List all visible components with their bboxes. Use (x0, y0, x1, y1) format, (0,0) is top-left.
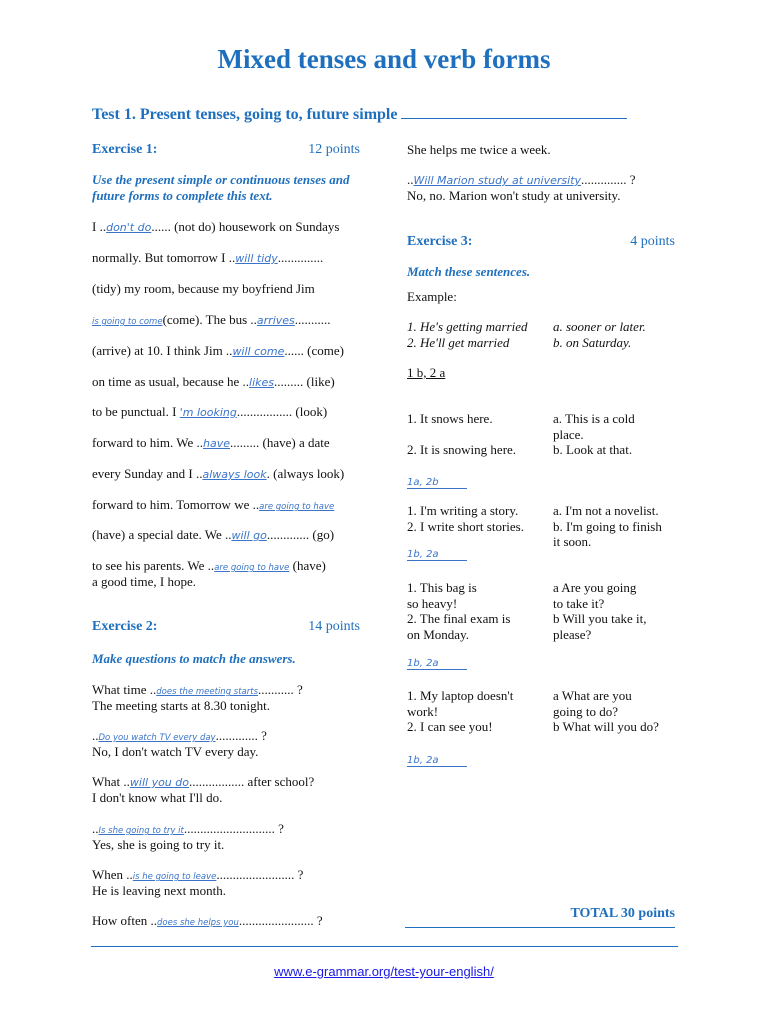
exercise-3-points: 4 points (630, 234, 675, 249)
exercise-1-heading: Exercise 1: (92, 142, 158, 157)
match-right: a. I'm not a novelist. (553, 503, 659, 518)
question-prefix: .. (92, 821, 99, 836)
handwritten-answer[interactable]: always look (202, 468, 267, 481)
test-title-text: Test 1. Present tenses, going to, future simple (92, 106, 398, 123)
ex2-answer: I don't know what I'll do. (92, 790, 223, 805)
match-left: so heavy! (407, 595, 458, 611)
question-suffix: ....................... ? (238, 913, 323, 928)
line-dots: .. (99, 219, 107, 234)
question-suffix: ............. ? (215, 728, 267, 743)
ex2-answer: The meeting starts at 8.30 tonight. (92, 698, 270, 713)
line-text: forward to him. Tomorrow we .. (92, 497, 260, 512)
handwritten-match-answer[interactable]: 1a, 2b (407, 477, 467, 489)
handwritten-answer[interactable]: will come (232, 345, 285, 358)
question-prefix: What .. (92, 774, 130, 789)
line-text: (arrive) at 10. I think Jim .. (92, 343, 233, 358)
handwritten-answer[interactable]: Will Marion study at university (413, 174, 582, 187)
match-right: please? (553, 626, 592, 642)
ex1-line (92, 250, 323, 267)
match-right: a Are you going (553, 580, 637, 595)
handwritten-match-answer[interactable]: 1b, 2a (407, 658, 467, 670)
ex2-question[interactable] (92, 774, 314, 791)
exercise-2-instruction: Make questions to match the answers. (92, 651, 296, 666)
handwritten-answer[interactable]: does she helps you (157, 918, 239, 928)
ex2-answer: No, I don't watch TV every day. (92, 744, 259, 759)
match-right: b Will you take it, (553, 611, 647, 626)
match-right: a What are you (553, 688, 632, 703)
test-title (92, 104, 627, 124)
handwritten-answer[interactable]: does the meeting starts (156, 687, 259, 697)
line-text: (have) (289, 558, 326, 573)
match-left: 1. My laptop doesn't (407, 688, 514, 703)
ex1-line (92, 466, 344, 483)
match-left: 2. I write short stories. (407, 518, 524, 534)
match-right: a. This is a cold (553, 411, 635, 426)
line-text: ................. (look) (236, 404, 328, 419)
example-right-1: a. sooner or later. (553, 319, 646, 334)
ex1-line (92, 374, 335, 391)
ex1-line (92, 527, 334, 544)
match-right: going to do? (553, 703, 618, 719)
example-label: Example: (407, 289, 457, 304)
exercise-2-heading: Exercise 2: (92, 619, 158, 634)
match-right: place. (553, 426, 584, 442)
line-text: ........... (294, 312, 331, 327)
handwritten-answer[interactable]: will tidy (235, 252, 278, 265)
ex1-line (92, 312, 331, 331)
ex2-answer: He is leaving next month. (92, 883, 226, 898)
line-text: every Sunday and I .. (92, 466, 203, 481)
line-text: (tidy) my room, because my boyfriend Jim (92, 281, 315, 296)
handwritten-answer[interactable]: will go (231, 529, 267, 542)
example-answer: 1 b, 2 a (407, 365, 446, 380)
line-text: ............. (go) (266, 527, 335, 542)
question-prefix: How often .. (92, 913, 157, 928)
ex1-line (92, 497, 334, 516)
example-right-2: b. on Saturday. (553, 335, 632, 350)
total-points: TOTAL 30 points (405, 906, 675, 928)
match-left: 1. This bag is (407, 580, 477, 595)
handwritten-answer[interactable]: will you do (129, 776, 189, 789)
handwritten-answer[interactable]: Is she going to try it (98, 826, 184, 836)
ex2-answer: Yes, she is going to try it. (92, 837, 225, 852)
line-text: to be punctual. I (92, 404, 180, 419)
exercise-1-instruction: Use the present simple or continuous tenses and future forms to complete this text. (92, 172, 350, 203)
match-right: b. I'm going to finish (553, 518, 662, 534)
handwritten-match-answer[interactable]: 1b, 2a (407, 549, 467, 561)
exercise-2-points: 14 points (308, 619, 360, 634)
handwritten-answer[interactable]: is he going to leave (132, 872, 217, 882)
line-text: .............. (277, 250, 324, 265)
ex1-line (92, 574, 196, 590)
match-left: 2. The final exam is (407, 611, 511, 626)
handwritten-answer[interactable]: don't do (106, 221, 152, 234)
ex1-line (92, 281, 315, 297)
footer-divider (91, 946, 678, 947)
match-right: to take it? (553, 595, 605, 611)
question-suffix: .............. ? (581, 172, 636, 187)
handwritten-answer[interactable]: is going to come (92, 317, 163, 327)
match-left: on Monday. (407, 626, 469, 642)
line-text: a good time, I hope. (92, 574, 196, 589)
ex1-line (92, 219, 339, 236)
handwritten-answer[interactable]: have (203, 437, 230, 450)
line-text: to see his parents. We .. (92, 558, 215, 573)
line-text: . (always look) (266, 466, 345, 481)
line-text: ...... (not do) housework on Sundays (151, 219, 340, 234)
match-left: 1. It snows here. (407, 411, 493, 426)
line-text: on time as usual, because he .. (92, 374, 250, 389)
page-title: Mixed tenses and verb forms (217, 44, 551, 74)
line-text: normally. But tomorrow I .. (92, 250, 236, 265)
question-prefix: .. (92, 728, 99, 743)
question-suffix: ........................ ? (216, 867, 304, 882)
question-prefix: .. (407, 172, 414, 187)
ex1-line (92, 404, 327, 421)
handwritten-answer[interactable]: are going to have (214, 563, 290, 573)
example-left-1: 1. He's getting married (407, 319, 528, 334)
line-text: ...... (come) (284, 343, 344, 358)
question-suffix: ............................ ? (183, 821, 284, 836)
handwritten-answer[interactable]: Do you watch TV every day (98, 733, 216, 743)
handwritten-match-answer[interactable]: 1b, 2a (407, 755, 467, 767)
match-right: b What will you do? (553, 719, 659, 734)
match-left: 2. It is snowing here. (407, 442, 517, 457)
handwritten-answer[interactable]: are going to have (259, 502, 335, 512)
handwritten-answer[interactable]: likes (249, 376, 275, 389)
ex2-question-7[interactable] (407, 172, 636, 189)
ex1-line (92, 435, 330, 452)
match-left: 2. I can see you! (407, 719, 493, 734)
line-text: I (92, 219, 100, 234)
ex2-question[interactable] (92, 913, 323, 932)
example-left-2: 2. He'll get married (407, 335, 510, 350)
exercise-3-heading: Exercise 3: (407, 234, 473, 249)
question-prefix: What time .. (92, 682, 157, 697)
line-text: ......... (like) (274, 374, 335, 389)
handwritten-answer[interactable]: arrives (256, 314, 295, 327)
question-prefix: When .. (92, 867, 133, 882)
match-left: work! (407, 703, 439, 719)
match-right: it soon. (553, 534, 592, 549)
ex1-line (92, 343, 344, 360)
line-text: (come). The bus .. (162, 312, 257, 327)
footer-link[interactable]: www.e-grammar.org/test-your-english/ (274, 964, 494, 979)
exercise-1-points: 12 points (308, 142, 360, 157)
line-text: forward to him. We .. (92, 435, 203, 450)
name-blank-line[interactable] (401, 104, 627, 119)
ex2-answer-continued: She helps me twice a week. (407, 142, 551, 157)
question-suffix: ................. after school? (189, 774, 315, 789)
match-left: 1. I'm writing a story. (407, 503, 519, 518)
question-suffix: ........... ? (258, 682, 303, 697)
handwritten-answer[interactable]: 'm looking (179, 406, 237, 419)
ex2-answer-7: No, no. Marion won't study at university. (407, 188, 621, 203)
exercise-3-instruction: Match these sentences. (407, 264, 531, 279)
line-text: (have) a special date. We .. (92, 527, 232, 542)
line-text: ......... (have) a date (230, 435, 330, 450)
match-right: b. Look at that. (553, 442, 633, 457)
